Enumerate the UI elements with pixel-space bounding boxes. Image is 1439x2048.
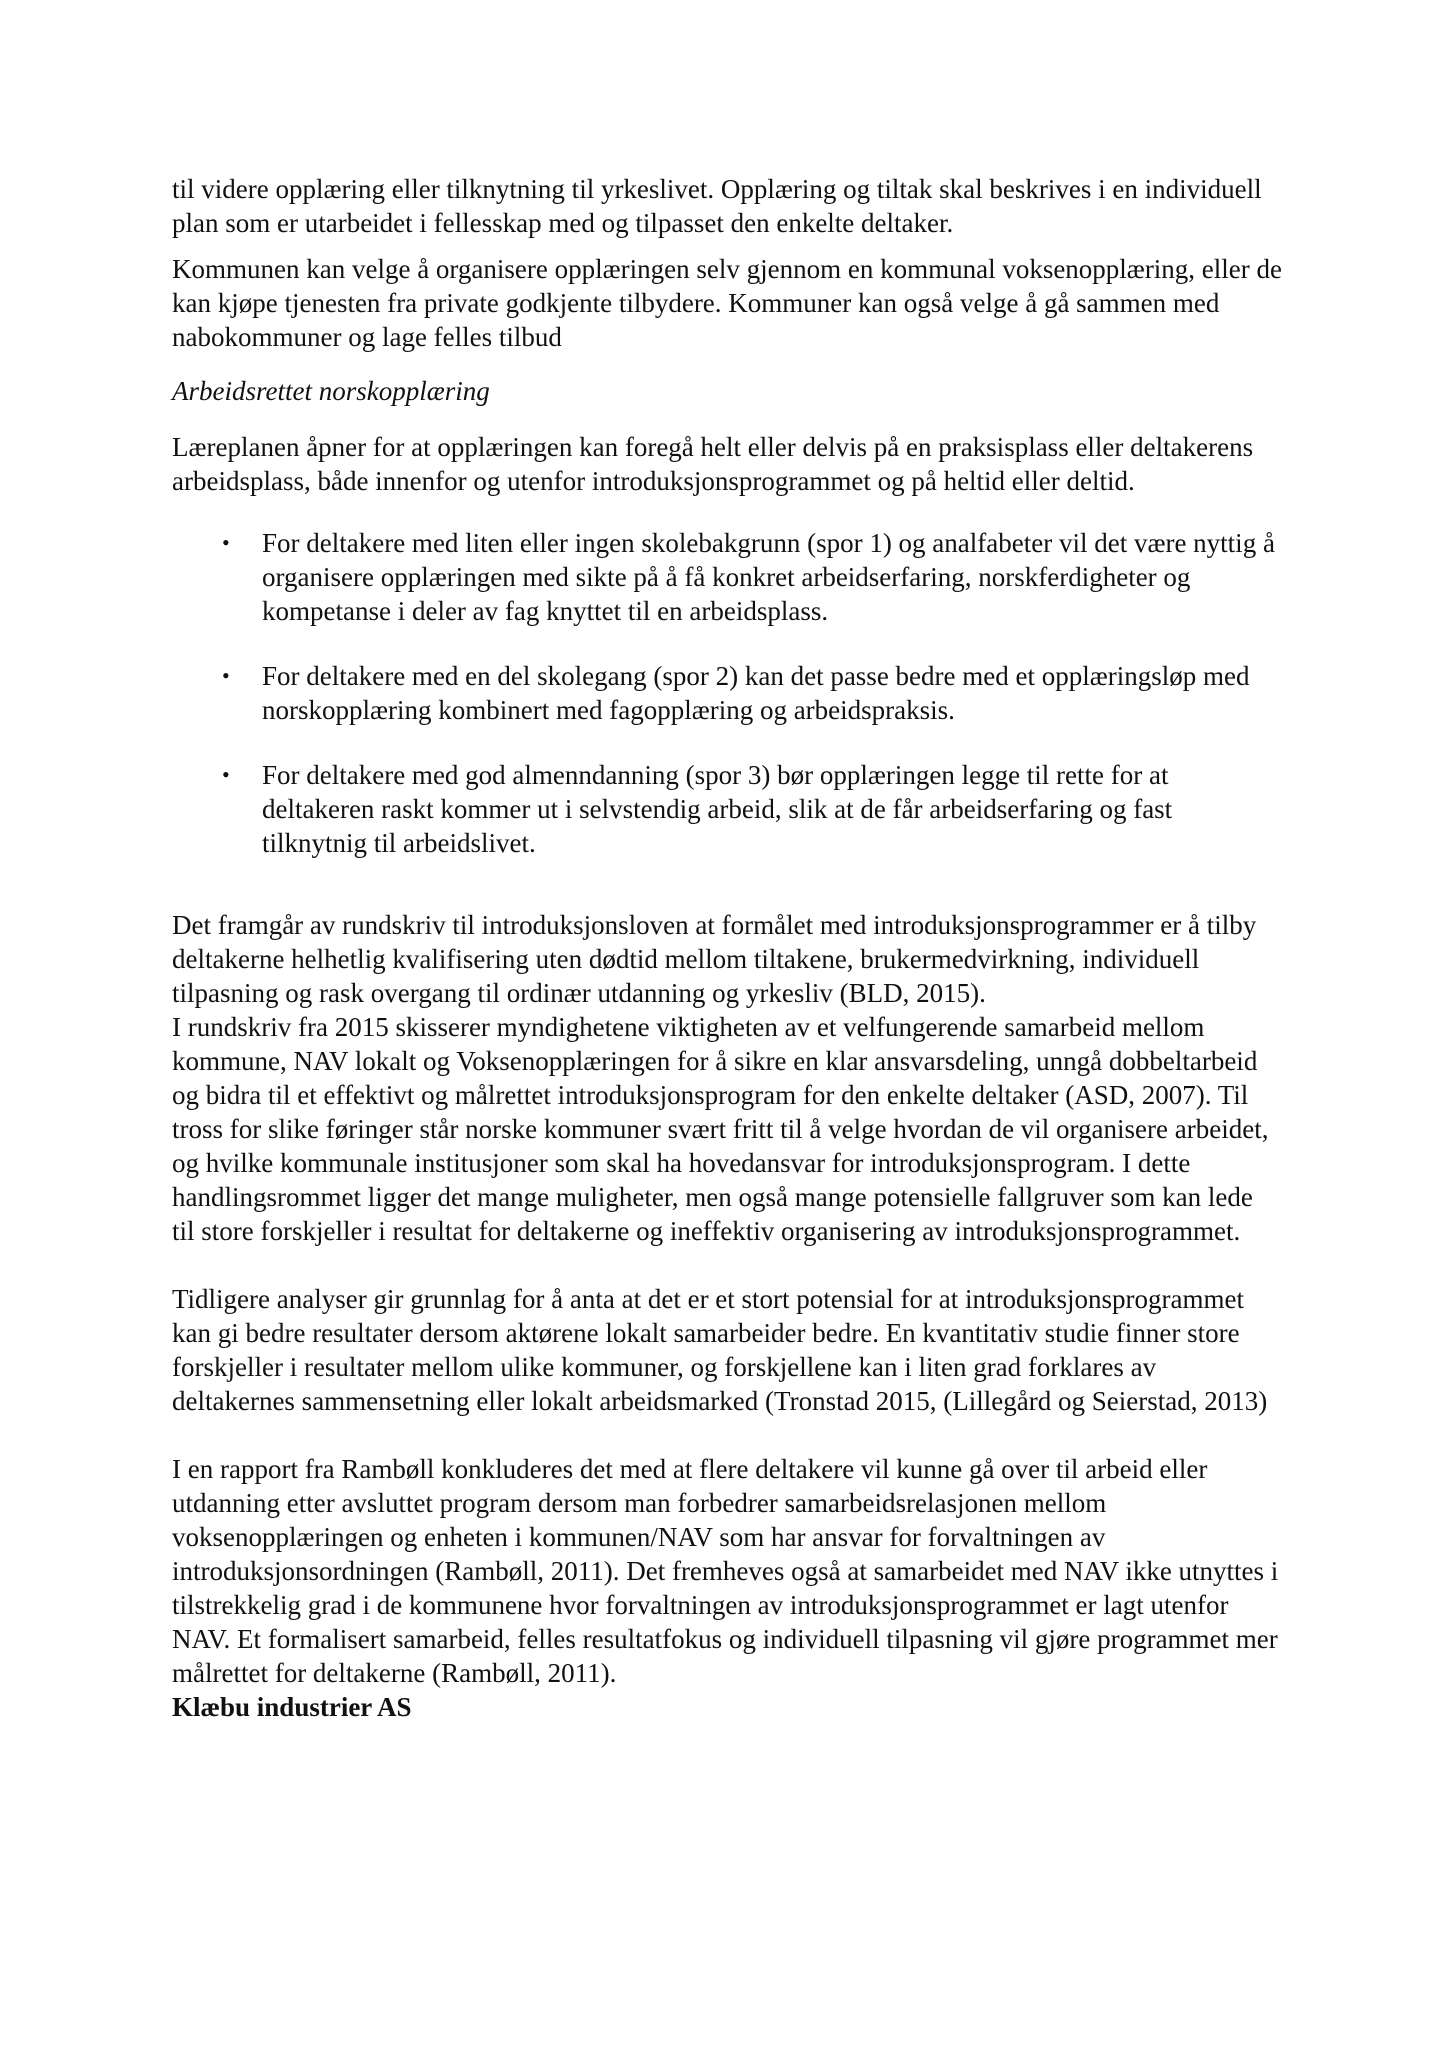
list-item-text: For deltakere med liten eller ingen skolebakgrunn (spor 1) og analfabeter vil det være nyttig å organisere opplæringen med sikte på å få konkret arbeidserfaring, norskferdigheter og kompetanse i deler av fag knyttet til en arbeidsplass. [262, 528, 1275, 626]
bullet-icon: • [222, 530, 230, 555]
bullet-icon: • [222, 663, 230, 688]
intro-paragraph-1: til videre opplæring eller tilknytning til yrkeslivet. Opplæring og tiltak skal beskrives i en individuell plan som er utarbeidet i fellesskap med og tilpasset den enkelte deltaker. [172, 174, 1262, 238]
list-item-text: For deltakere med god almenndanning (spor 3) bør opplæringen legge til rette for at deltakeren raskt kommer ut i selvstendig arbeid, slik at de får arbeidserfaring og fast tilknytnig til arbeidslivet. [262, 760, 1173, 858]
body-paragraph-3: Tidligere analyser gir grunnlag for å anta at det er et stort potensial for at introduksjonsprogrammet kan gi bedre resultater dersom aktørene lokalt samarbeider bedre. En kvantitativ studie finner store forskjeller i resultater mellom ulike kommuner, og forskjellene kan i liten grad forklares av deltakernes sammensetning eller lokalt arbeidsmarked (Tronstad 2015, (Lillegård og Seierstad, 2013) [172, 1284, 1268, 1416]
bullet-icon: • [222, 762, 230, 787]
list-item [172, 659, 1282, 727]
body-paragraph-2: I rundskriv fra 2015 skisserer myndighetene viktigheten av et velfungerende samarbeid mellom kommune, NAV lokalt og Voksenopplæringen for å sikre en klar ansvarsdeling, unngå dobbeltarbeid og bidra til et effektivt og målrettet introduksjonsprogram for den enkelte deltaker (ASD, 2007). Til tross for slike føringer står norske kommuner svært fritt til å velge hvordan de vil organisere arbeidet, og hvilke kommunale institusjoner som skal ha hovedansvar for introduksjonsprogram. I dette handlingsrommet ligger det mange muligheter, men også mange potensielle fallgruver som kan lede til store forskjeller i resultat for deltakerne og ineffektiv organisering av introduksjonsprogrammet. [172, 1012, 1269, 1246]
intro-paragraph-2: Kommunen kan velge å organisere opplæringen selv gjennom en kommunal voksenopplæring, eller de kan kjøpe tjenesten fra private godkjente tilbydere. Kommuner kan også velge å gå sammen med nabokommuner og lage felles tilbud [172, 254, 1283, 352]
section-heading-italic: Arbeidsrettet norskopplæring [172, 376, 490, 406]
body-paragraph-4: I en rapport fra Rambøll konkluderes det med at flere deltakere vil kunne gå over til arbeid eller utdanning etter avsluttet program dersom man forbedrer samarbeidsrelasjonen mellom voksenopplæringen og enheten i kommunen/NAV som har ansvar for forvaltningen av introduksjonsordningen (Rambøll, 2011). Det fremheves også at samarbeidet med NAV ikke utnyttes i tilstrekkelig grad i de kommunene hvor forvaltningen av introduksjonsprogrammet er lagt utenfor NAV. Et formalisert samarbeid, felles resultatfokus og individuell tilpasning vil gjøre programmet mer målrettet for deltakerne (Rambøll, 2011). [172, 1454, 1279, 1688]
list-item-text: For deltakere med en del skolegang (spor 2) kan det passe bedre med et opplæringsløp med norskopplæring kombinert med fagopplæring og arbeidspraksis. [262, 661, 1250, 725]
document-body [172, 172, 1282, 1724]
section-intro-paragraph: Læreplanen åpner for at opplæringen kan foregå helt eller delvis på en praksisplass eller deltakerens arbeidsplass, både innenfor og utenfor introduksjonsprogrammet og på heltid eller deltid. [172, 432, 1254, 496]
list-item [172, 526, 1282, 628]
bullet-list [172, 526, 1282, 860]
body-paragraph-1: Det framgår av rundskriv til introduksjonsloven at formålet med introduksjonsprogrammer er å tilby deltakerne helhetlig kvalifisering uten dødtid mellom tiltakene, brukermedvirkning, individuell tilpasning og rask overgang til ordinær utdanning og yrkesliv (BLD, 2015). [172, 910, 1257, 1008]
bold-heading: Klæbu industrier AS [172, 1692, 412, 1722]
list-item [172, 758, 1282, 860]
